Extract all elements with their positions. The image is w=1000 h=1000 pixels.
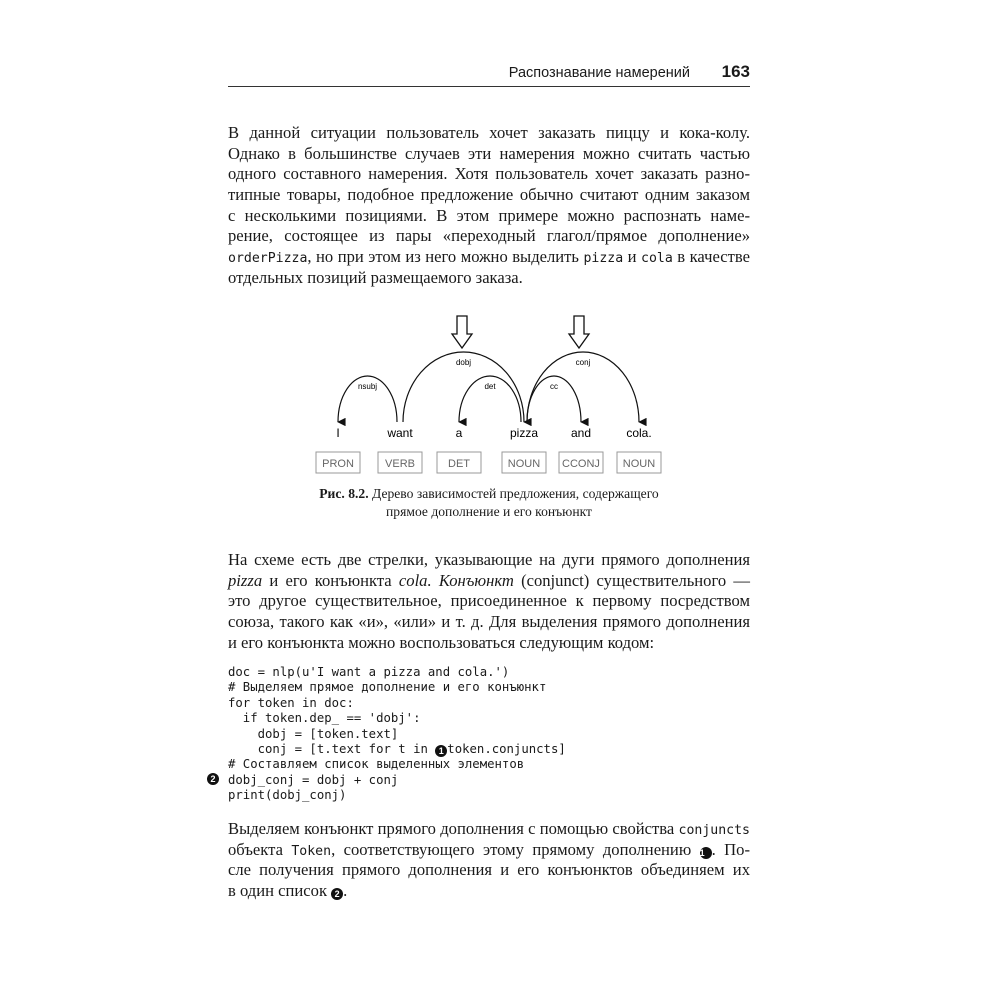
figure-caption [228,485,750,521]
pos-tag: NOUN [622,458,656,470]
code-line: print(dobj_conj) [228,788,347,803]
callout-2-icon: 2 [207,773,219,785]
callout-1-icon: 1 [700,847,712,859]
inline-code: cola [641,251,673,267]
text-line: и его конъюнкта можно воспользоваться следующим кодом: [228,632,655,652]
code-line: if token.dep_ == 'dobj': [228,711,421,726]
text-line [228,819,750,840]
text-line [228,881,750,902]
callout-1-icon: 1 [435,745,447,757]
paragraph-3 [228,819,750,902]
pos-tag: PRON [322,458,354,470]
text-line: союза, такого как «и», «или» и т. д. Для выделения прямого дополнения [228,612,750,632]
arc-label: nsubj [357,382,378,391]
arc-label: det [484,382,496,391]
inline-code: Token [291,843,332,859]
code-line: dobj = [token.text] [228,726,399,741]
token-word: want [387,426,413,440]
text-line [228,571,750,592]
text-line: отдельных позиций размещаемого заказа. [228,267,523,287]
paragraph-2 [228,550,750,653]
text-line: с несколькими позициями. В этом примере можно распознать наме- [228,205,750,225]
running-header-title: Распознавание намерений [508,65,690,81]
text-run: в один список [228,881,332,901]
code-line [228,742,768,757]
dependency-tree-figure [300,312,700,482]
text-run: . По- [711,839,750,859]
paragraph-1 [228,123,750,289]
text-run: , но при этом из него можно выделить [307,247,584,267]
token-word: cola. [626,426,652,440]
inline-code: orderPizza [228,251,308,267]
text-line [228,247,750,268]
down-arrow-icon [452,316,472,348]
text-line: Однако в большинстве случаев эти намерения можно считать частью [228,143,750,163]
page-number: 163 [721,62,750,81]
code-line: doc = nlp(u'I want a pizza and cola.') [228,665,510,679]
text-run: (conjunct) существительного — [513,570,750,590]
text-line: одного составного намерения. Хотя пользователь хочет заказать разно- [228,164,750,184]
down-arrow-icon [569,316,589,348]
text-line [228,840,750,861]
pos-tag: CCONJ [562,458,600,470]
code-line: for token in doc: [228,695,354,710]
text-line: сле получения прямого дополнения и его конъюнктов объединяем их [228,860,750,880]
text-run: . [343,881,348,901]
caption-line-1 [228,485,750,503]
text-run: и [623,247,642,267]
code-comment: # Выделяем прямое дополнение и его конъюнкт [228,680,547,695]
token-word: and [570,426,592,440]
arc-label: cc [550,382,558,391]
caption-label: Рис. 8.2. [319,486,369,501]
token-word: pizza [509,426,539,440]
code-comment: # Составляем список выделенных элементов [228,757,525,772]
header-rule [228,86,750,87]
arc-label: conj [575,358,591,367]
code-listing [228,665,768,804]
text-run: и его конъюнкта [262,570,399,590]
pos-tag: DET [448,458,470,470]
page-header [228,64,750,86]
text-line: В данной ситуации пользователь хочет заказать пиццу и кока-колу. [228,123,750,142]
token-word: a [455,426,463,440]
italic-term: cola. Конъюнкт [398,570,514,590]
code-run: token.conjuncts] [447,741,566,756]
text-line: типные товары, подобное предложение обычно считают одним заказом [228,185,750,205]
caption-text: Дерево зависимостей предложения, содержащего [368,486,659,501]
arc-label: dobj [455,358,472,367]
inline-code: conjuncts [678,823,750,838]
inline-code: pizza [583,251,624,267]
text-run: , соответствующего этому прямому дополнению [331,839,700,859]
caption-line-2: прямое дополнение и его конъюнкт [386,504,592,519]
italic-term: pizza [228,570,263,590]
text-run: Выделяем конъюнкт прямого дополнения с помощью свойства [228,819,679,838]
token-word: I [336,426,340,440]
dependency-tree-diagram [300,312,700,482]
pos-tag: NOUN [507,458,541,470]
text-line: рение, состоящее из пары «переходный глагол/прямое дополнение» [228,226,750,246]
text-line: На схеме есть две стрелки, указывающие на дуги прямого дополнения [228,550,750,569]
text-run: объекта [228,839,292,859]
code-line: dobj_conj = dobj + conj [228,772,399,787]
text-line: это другое существительное, присоединенное к первому посредством [228,591,750,611]
code-run: conj = [t.text for t in [228,741,436,756]
pos-tag: VERB [385,458,415,470]
text-run: в качестве [672,247,750,267]
callout-2-icon: 2 [331,888,343,900]
